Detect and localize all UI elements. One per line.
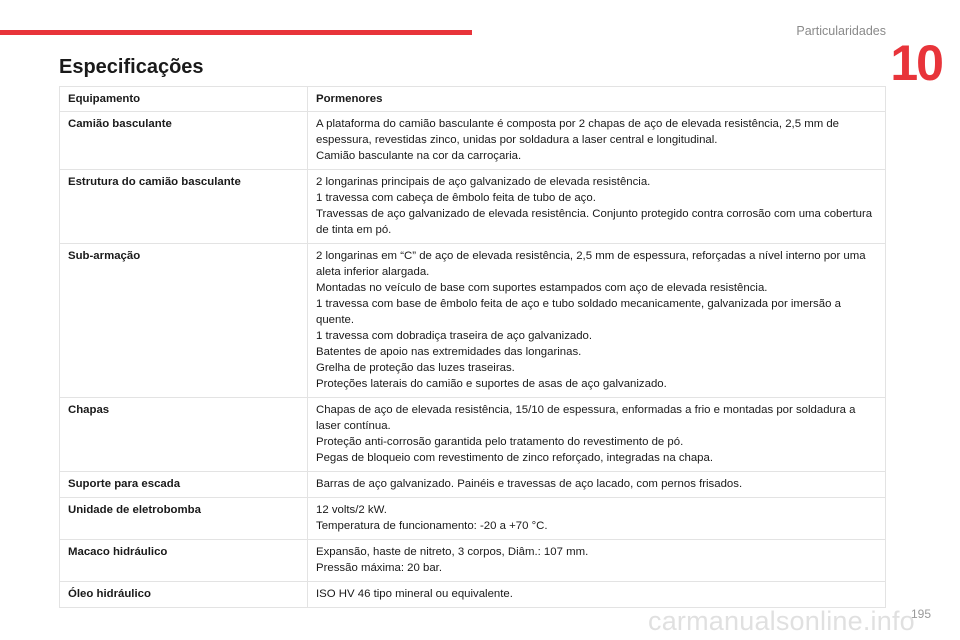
- equipment-cell: Óleo hidráulico: [60, 582, 308, 608]
- details-line: Chapas de aço de elevada resistência, 15/10 de espessura, enformadas a frio e montadas por soldadura a laser contínua.: [316, 404, 856, 432]
- chapter-number: 10: [890, 35, 942, 91]
- details-line: Proteção anti-corrosão garantida pelo tratamento do revestimento de pó.: [316, 436, 684, 448]
- table-row: [60, 582, 886, 608]
- column-header-equipment: Equipamento: [60, 87, 308, 112]
- details-cell: [308, 472, 886, 498]
- details-line: A plataforma do camião basculante é composta por 2 chapas de aço de elevada resistência, 2,5 mm de espessura, revestidas zinco, unidas por soldadura a laser central e longitudinal.: [316, 118, 840, 146]
- equipment-cell: Suporte para escada: [60, 472, 308, 498]
- specifications-table: [59, 86, 886, 608]
- details-line: Expansão, haste de nitreto, 3 corpos, Diâm.: 107 mm.: [316, 546, 589, 558]
- details-line: Batentes de apoio nas extremidades das longarinas.: [316, 346, 582, 358]
- table-row: [60, 472, 886, 498]
- details-line: Camião basculante na cor da carroçaria.: [316, 150, 522, 162]
- details-line: Montadas no veículo de base com suportes estampados com aço de elevada resistência.: [316, 282, 768, 294]
- section-label: Particularidades: [796, 24, 886, 38]
- table-body: [60, 112, 886, 608]
- table-header-row: [60, 87, 886, 112]
- column-header-details: Pormenores: [308, 87, 886, 112]
- details-cell: [308, 112, 886, 170]
- page-title: Especificações: [59, 56, 204, 78]
- equipment-cell: Estrutura do camião basculante: [60, 170, 308, 244]
- details-line: 2 longarinas principais de aço galvanizado de elevada resistência.: [316, 176, 651, 188]
- equipment-cell: Sub-armação: [60, 244, 308, 398]
- table-row: [60, 170, 886, 244]
- details-line: 1 travessa com base de êmbolo feita de aço e tubo soldado mecanicamente, galvanizada por imersão a quente.: [316, 298, 841, 326]
- equipment-cell: Camião basculante: [60, 112, 308, 170]
- details-cell: [308, 244, 886, 398]
- details-line: Temperatura de funcionamento: -20 a +70 °C.: [316, 520, 548, 532]
- details-line: Pegas de bloqueio com revestimento de zinco reforçado, integradas na chapa.: [316, 452, 714, 464]
- equipment-cell: Macaco hidráulico: [60, 540, 308, 582]
- details-line: Travessas de aço galvanizado de elevada resistência. Conjunto protegido contra corrosão com uma cobertura de tinta em pó.: [316, 208, 873, 236]
- details-cell: [308, 498, 886, 540]
- table-row: [60, 244, 886, 398]
- details-line: ISO HV 46 tipo mineral ou equivalente.: [316, 588, 513, 600]
- details-cell: [308, 582, 886, 608]
- table-row: [60, 498, 886, 540]
- equipment-cell: Unidade de eletrobomba: [60, 498, 308, 540]
- details-line: Barras de aço galvanizado. Painéis e travessas de aço lacado, com pernos frisados.: [316, 478, 743, 490]
- details-cell: [308, 170, 886, 244]
- watermark: carmanualsonline.info: [648, 606, 915, 636]
- details-line: Grelha de proteção das luzes traseiras.: [316, 362, 515, 374]
- table-row: [60, 112, 886, 170]
- table-row: [60, 398, 886, 472]
- details-cell: [308, 540, 886, 582]
- page-number: 195: [910, 607, 931, 621]
- header-accent-bar: [0, 30, 472, 35]
- details-line: 2 longarinas em “C” de aço de elevada resistência, 2,5 mm de espessura, reforçadas a nível interno por uma aleta inferior alargada.: [316, 250, 866, 278]
- details-cell: [308, 398, 886, 472]
- details-line: Pressão máxima: 20 bar.: [316, 562, 442, 574]
- details-line: 12 volts/2 kW.: [316, 504, 387, 516]
- details-line: 1 travessa com dobradiça traseira de aço galvanizado.: [316, 330, 593, 342]
- details-line: Proteções laterais do camião e suportes de asas de aço galvanizado.: [316, 378, 667, 390]
- table-row: [60, 540, 886, 582]
- equipment-cell: Chapas: [60, 398, 308, 472]
- details-line: 1 travessa com cabeça de êmbolo feita de tubo de aço.: [316, 192, 596, 204]
